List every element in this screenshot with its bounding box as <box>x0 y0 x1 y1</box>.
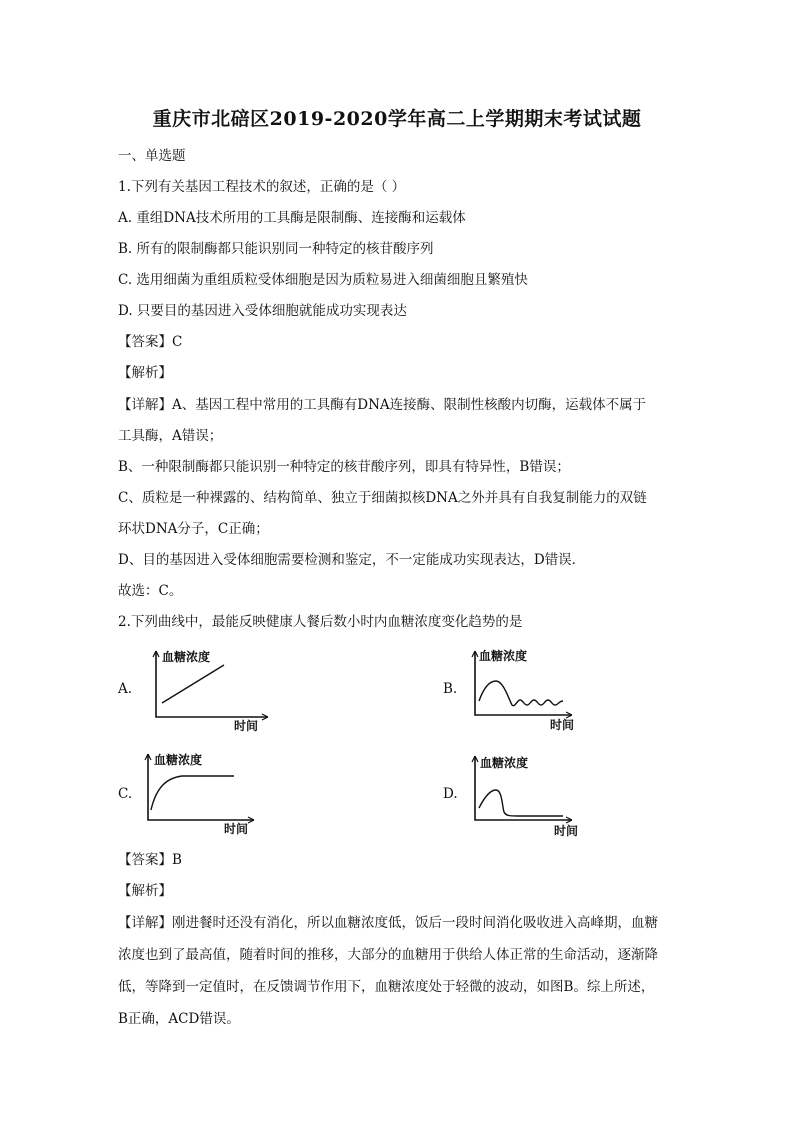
graph-c-option-label: C. <box>118 786 133 802</box>
q2-detail-line: B正确，ACD错误。 <box>118 1011 240 1027</box>
graph-a-ylabel: 血糖浓度 <box>162 650 211 664</box>
q1-option-d: D. 只要目的基因进入受体细胞就能成功实现表达 <box>118 303 407 319</box>
q2-analysis-heading: 【解析】 <box>118 883 172 899</box>
graph-c <box>142 748 272 840</box>
q1-analysis-heading: 【解析】 <box>118 365 172 381</box>
q1-detail-line: 故选：C。 <box>118 583 183 599</box>
graph-a-xlabel: 时间 <box>234 719 259 733</box>
graph-a-option-label: A. <box>118 681 133 697</box>
q1-detail-line: D、目的基因进入受体细胞需要检测和鉴定，不一定能成功实现表达，D错误． <box>118 552 586 568</box>
q1-detail-line: 工具酶，A错误； <box>118 428 223 444</box>
q1-detail-line: 【详解】A、基因工程中常用的工具酶有DNA连接酶、限制性核酸内切酶，运载体不属于 <box>118 397 647 413</box>
graph-b-curve <box>479 681 563 706</box>
page-title: 重庆市北碚区2019-2020学年高二上学期期末考试试题 <box>152 108 642 130</box>
section-heading: 一、单选题 <box>118 148 186 164</box>
graph-d-ylabel: 血糖浓度 <box>480 756 529 770</box>
graph-c-curve <box>151 776 234 810</box>
graph-b <box>470 645 585 735</box>
graph-b-ylabel: 血糖浓度 <box>479 649 528 663</box>
graph-a-curve <box>162 665 224 703</box>
q1-answer: 【答案】C <box>118 334 183 350</box>
graph-d-option-label: D. <box>443 786 458 802</box>
q1-option-b: B. 所有的限制酶都只能识别同一种特定的核苷酸序列 <box>118 241 434 257</box>
q2-detail-line: 【详解】刚进餐时还没有消化，所以血糖浓度低，饭后一段时间消化吸收进入高峰期，血糖 <box>118 915 658 931</box>
q2-answer: 【答案】B <box>118 852 182 868</box>
q1-option-c: C. 选用细菌为重组质粒受体细胞是因为质粒易进入细菌细胞且繁殖快 <box>118 272 528 288</box>
graph-b-option-label: B. <box>443 681 458 697</box>
q1-option-a: A. 重组DNA技术所用的工具酶是限制酶、连接酶和运载体 <box>118 210 466 226</box>
graph-b-xlabel: 时间 <box>550 718 575 732</box>
graph-c-ylabel: 血糖浓度 <box>154 753 203 767</box>
q1-detail-line: C、质粒是一种裸露的、结构简单、独立于细菌拟核DNA之外并具有自我复制能力的双链 <box>118 490 647 506</box>
q1-detail-line: B、一种限制酶都只能识别一种特定的核苷酸序列，即具有特异性，B错误； <box>118 459 570 475</box>
q1-detail-line: 环状DNA分子，C正确； <box>118 521 269 537</box>
q2-stem: 2.下列曲线中，最能反映健康人餐后数小时内血糖浓度变化趋势的是 <box>118 614 523 630</box>
graph-a <box>150 645 280 735</box>
q2-detail-line: 低，等降到一定值时，在反馈调节作用下，血糖浓度处于轻微的波动，如图B。综上所述， <box>118 979 655 995</box>
graph-d <box>470 750 585 842</box>
graph-d-xlabel: 时间 <box>554 824 579 838</box>
q2-detail-line: 浓度也到了最高值，随着时间的推移，大部分的血糖用于供给人体正常的生命活动，逐渐降 <box>118 947 658 963</box>
graph-d-curve <box>479 790 563 816</box>
q1-stem: 1.下列有关基因工程技术的叙述，正确的是（ ） <box>118 179 406 195</box>
graph-c-xlabel: 时间 <box>224 822 249 836</box>
